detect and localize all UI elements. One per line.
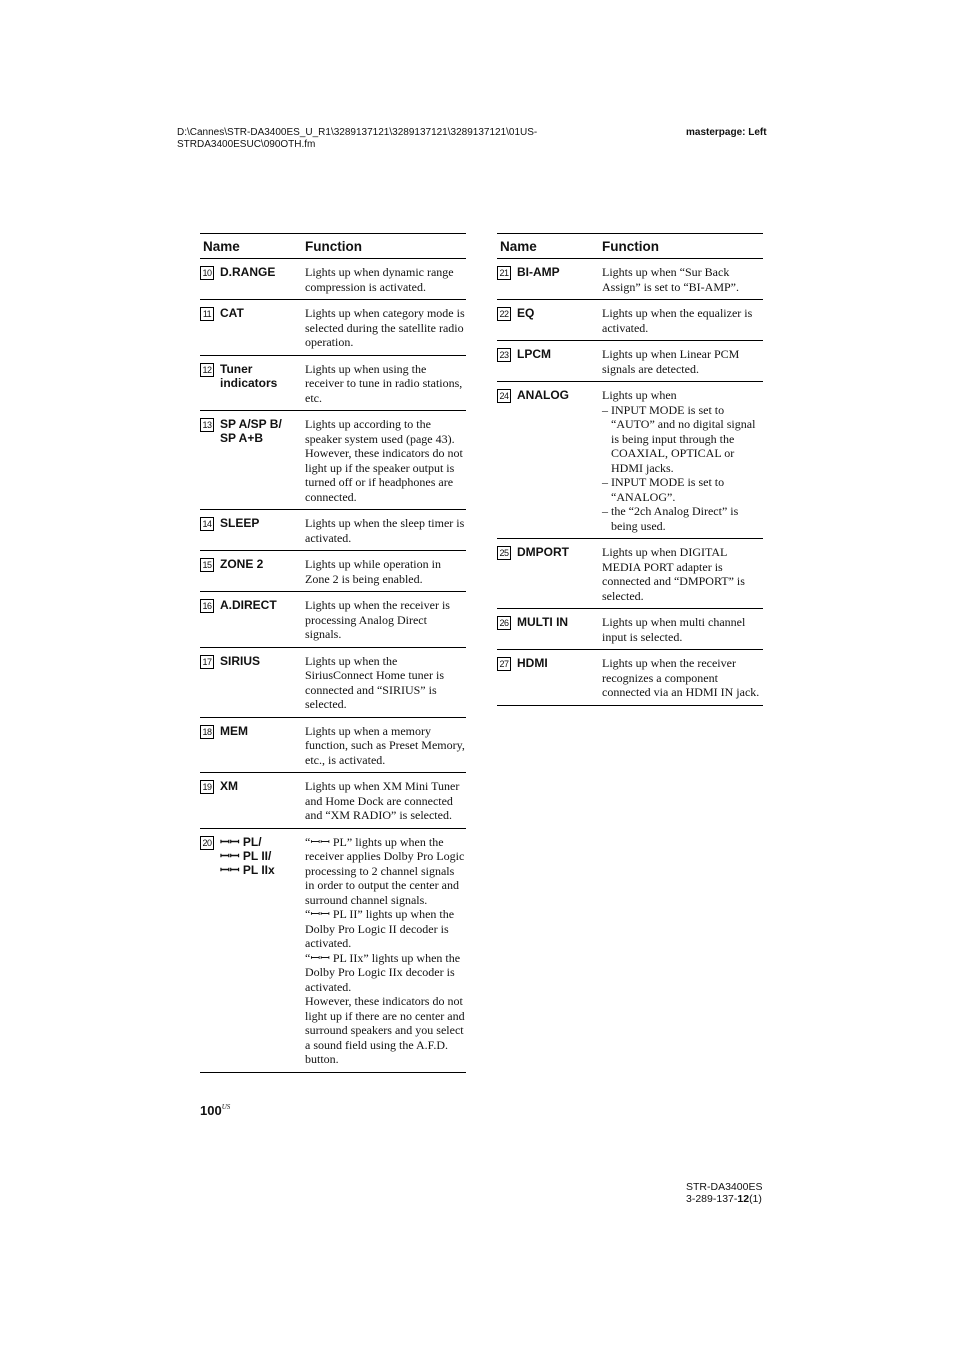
indicator-number-badge: 27	[497, 657, 511, 671]
footer-code-suffix: (1)	[749, 1193, 762, 1205]
page-number-suffix: US	[221, 1103, 231, 1111]
name-cell	[200, 557, 305, 586]
name-cell	[497, 656, 602, 700]
table-row	[497, 259, 763, 300]
indicator-name: ꟷꟷ PL/ ꟷꟷ PL II/ ꟷꟷ PL IIx	[220, 834, 275, 877]
indicator-number-badge: 14	[200, 517, 214, 531]
table-row	[200, 648, 466, 718]
table-header	[200, 234, 466, 259]
indicator-name: XM	[220, 779, 238, 793]
footer-code-prefix: 3-289-137-	[686, 1193, 738, 1205]
function-bullet-item: – INPUT MODE is set to “ANALOG”.	[602, 475, 763, 504]
indicator-name: ANALOG	[517, 388, 569, 402]
indicator-number-badge: 21	[497, 266, 511, 280]
indicator-number-badge: 10	[200, 266, 214, 280]
table-row	[497, 650, 763, 706]
function-text: Lights up when the equalizer is activated.	[602, 306, 753, 335]
name-column-header: Name	[500, 238, 537, 254]
name-cell	[200, 654, 305, 712]
name-cell	[200, 724, 305, 768]
function-cell	[305, 724, 466, 768]
function-text: Lights up when DIGITAL MEDIA PORT adapter is connected and “DMPORT” is selected.	[602, 545, 745, 603]
indicator-number-badge: 18	[200, 725, 214, 739]
function-column-header: Function	[602, 238, 659, 254]
indicator-table-right	[497, 233, 763, 706]
table-row	[200, 773, 466, 829]
function-cell	[305, 654, 466, 712]
name-cell	[200, 306, 305, 350]
table-row	[200, 510, 466, 551]
function-text: Lights up when XM Mini Tuner and Home Dock are connected and “XM RADIO” is selected.	[305, 779, 460, 822]
function-text: Lights up when the SiriusConnect Home tuner is connected and “SIRIUS” is selected.	[305, 653, 444, 711]
function-column-header: Function	[305, 238, 362, 254]
function-cell	[602, 545, 763, 603]
name-cell	[497, 265, 602, 294]
function-cell	[305, 306, 466, 350]
indicator-number-badge: 11	[200, 307, 214, 321]
indicator-number-badge: 12	[200, 363, 214, 377]
function-cell	[305, 265, 466, 294]
indicator-number-badge: 19	[200, 780, 214, 794]
name-cell	[497, 545, 602, 603]
indicator-name: MULTI IN	[517, 615, 569, 629]
file-path-header	[177, 127, 537, 151]
function-cell	[305, 516, 466, 545]
name-cell	[497, 347, 602, 376]
indicator-name: BI-AMP	[517, 265, 560, 279]
name-cell	[497, 388, 602, 533]
name-cell	[497, 306, 602, 335]
function-bullet-item: – INPUT MODE is set to “AUTO” and no digital signal is being input through the COAXIAL, OPTICAL or HDMI jacks.	[602, 403, 763, 476]
indicator-number-badge: 20	[200, 836, 214, 850]
function-text: Lights up while operation in Zone 2 is being enabled.	[305, 557, 441, 586]
table-row	[497, 341, 763, 382]
function-text: Lights up according to the speaker system used (page 43). However, these indicators do not light up if the speaker output is turned off or if headphones are connected.	[305, 417, 463, 504]
indicator-name: CAT	[220, 306, 244, 320]
table-row	[497, 300, 763, 341]
name-cell	[200, 516, 305, 545]
table-row	[497, 539, 763, 609]
function-cell	[305, 835, 466, 1067]
indicator-table-left	[200, 233, 466, 1073]
table-row	[200, 551, 466, 592]
table-row	[200, 718, 466, 774]
name-cell	[497, 615, 602, 644]
function-bullet-list	[602, 403, 763, 534]
indicator-number-badge: 22	[497, 307, 511, 321]
table-row	[200, 300, 466, 356]
indicator-number-badge: 26	[497, 616, 511, 630]
function-text: Lights up when Linear PCM signals are detected.	[602, 347, 740, 376]
function-cell	[305, 598, 466, 642]
function-text: Lights up when dynamic range compression is activated.	[305, 265, 454, 294]
indicator-number-badge: 23	[497, 348, 511, 362]
table-row	[200, 411, 466, 510]
indicator-name: SLEEP	[220, 516, 260, 530]
function-cell	[602, 388, 763, 533]
indicator-name: Tuner indicators	[220, 361, 278, 390]
function-text: “ꟷꟷ PL” lights up when the receiver applies Dolby Pro Logic processing to 2 channel signals in order to output the center and surround channel signals. “ꟷꟷ PL II” lights up when the Dolby Pro Logic II decoder is activated. “ꟷꟷ PL IIx” lights up when the Dolby Pro Logic IIx decoder is activated. However, these indicators do not light up if there are no center and surround speakers and you select a sound field using the A.F.D. button.	[305, 834, 465, 1066]
table-row	[200, 592, 466, 648]
indicator-number-badge: 15	[200, 558, 214, 572]
name-cell	[200, 598, 305, 642]
file-path-line-2: STRDA3400ESUC\090OTH.fm	[177, 139, 316, 150]
function-cell	[305, 779, 466, 823]
table-body	[497, 259, 763, 706]
indicator-name: SIRIUS	[220, 653, 261, 668]
function-cell	[602, 615, 763, 644]
file-path-line-1: D:\Cannes\STR-DA3400ES_U_R1\3289137121\3289137121\3289137121\01US-	[177, 127, 538, 138]
masterpage-label: masterpage: Left	[686, 127, 767, 138]
function-cell	[602, 347, 763, 376]
indicator-name: DMPORT	[517, 545, 569, 559]
function-text: Lights up when “Sur Back Assign” is set to “BI-AMP”.	[602, 265, 739, 294]
name-cell	[200, 779, 305, 823]
name-cell	[200, 417, 305, 504]
name-cell	[200, 362, 305, 406]
indicator-name: SP A/SP B/ SP A+B	[220, 417, 282, 445]
function-cell	[305, 362, 466, 406]
name-cell	[200, 835, 305, 1067]
page-number-value: 100	[200, 1103, 222, 1118]
function-cell	[602, 306, 763, 335]
indicator-name: ZONE 2	[220, 557, 264, 571]
name-column-header: Name	[203, 238, 240, 254]
function-text: Lights up when the receiver recognizes a component connected via an HDMI IN jack.	[602, 656, 760, 699]
table-row	[200, 829, 466, 1073]
indicator-number-badge: 16	[200, 599, 214, 613]
page-number	[200, 1103, 230, 1118]
indicator-number-badge: 24	[497, 389, 511, 403]
function-text: Lights up when a memory function, such as Preset Memory, etc., is activated.	[305, 723, 465, 767]
function-text: Lights up when the receiver is processing Analog Direct signals.	[305, 598, 450, 641]
footer-code-bold: 12	[737, 1193, 750, 1205]
indicator-name: D.RANGE	[220, 265, 276, 279]
function-cell	[305, 417, 466, 504]
footer-model: STR-DA3400ES	[686, 1181, 763, 1193]
name-cell	[200, 265, 305, 294]
function-text: Lights up when category mode is selected during the satellite radio operation.	[305, 306, 465, 349]
table-header	[497, 234, 763, 259]
indicator-number-badge: 13	[200, 418, 214, 432]
indicator-name: LPCM	[517, 347, 551, 361]
footer-model-info	[686, 1181, 762, 1205]
footer-code	[686, 1193, 762, 1205]
table-row	[497, 382, 763, 539]
table-row	[200, 259, 466, 300]
function-text: Lights up when multi channel input is selected.	[602, 615, 746, 644]
function-text: Lights up when	[602, 388, 677, 402]
indicator-name: A.DIRECT	[220, 598, 277, 612]
function-bullet-item: – the “2ch Analog Direct” is being used.	[602, 504, 763, 533]
function-cell	[602, 265, 763, 294]
indicator-name: EQ	[517, 306, 535, 320]
table-row	[497, 609, 763, 650]
function-text: Lights up when using the receiver to tune in radio stations, etc.	[305, 361, 463, 405]
function-cell	[602, 656, 763, 700]
indicator-name: MEM	[220, 723, 248, 738]
function-text: Lights up when the sleep timer is activated.	[305, 516, 465, 545]
indicator-number-badge: 17	[200, 655, 214, 669]
function-cell	[305, 557, 466, 586]
table-body	[200, 259, 466, 1073]
indicator-name: HDMI	[517, 656, 548, 670]
table-row	[200, 356, 466, 412]
indicator-number-badge: 25	[497, 546, 511, 560]
